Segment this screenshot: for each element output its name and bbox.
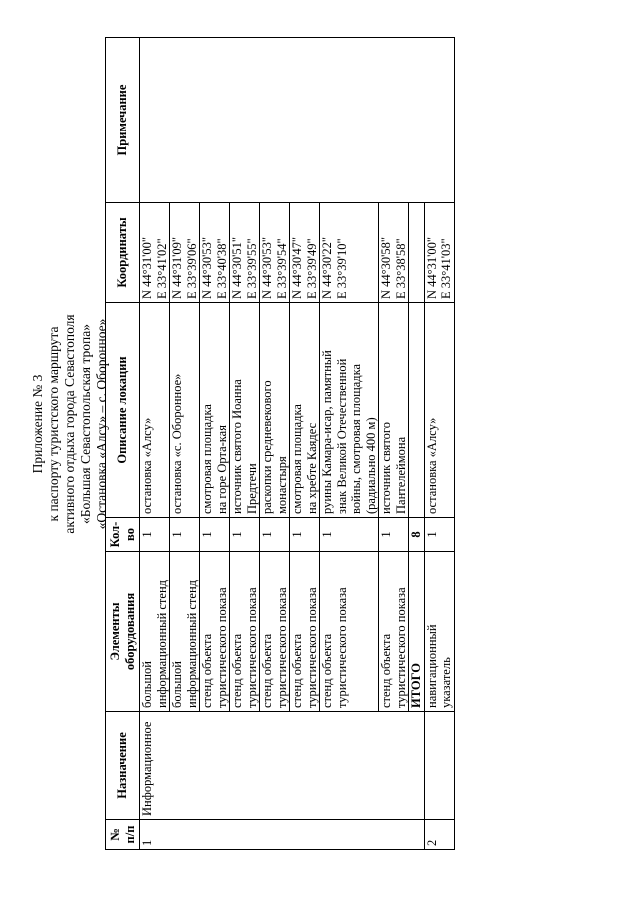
- header-num: № п/п: [106, 820, 140, 850]
- row1-element: большой информационный стенд: [140, 552, 170, 712]
- row4-element: стенд объекта туристического показа: [230, 552, 260, 712]
- caption-line-2: к паспорту туристского маршрута: [46, 326, 61, 522]
- header-note: Примечание: [106, 38, 140, 203]
- caption-line-3: активного отдыха города Севастополя: [62, 314, 77, 534]
- row5-element: стенд объекта туристического показа: [260, 552, 290, 712]
- row4-qty: 1: [230, 518, 260, 552]
- row3-desc: смотровая площадка на горе Орта-кая: [200, 303, 230, 518]
- row2-coords: N 44°31'09" E 33°39'06": [170, 203, 200, 303]
- note-cell: [140, 38, 455, 203]
- total-empty-desc: [409, 303, 425, 518]
- total-label: ИТОГО: [409, 552, 425, 712]
- row6-desc: смотровая площадка на хребте Каядес: [290, 303, 320, 518]
- row6-element: стенд объекта туристического показа: [290, 552, 320, 712]
- row9-element: навигационный указатель: [424, 552, 454, 712]
- caption-line-1: Приложение № 3: [30, 374, 45, 474]
- rotated-page: [25, 32, 605, 872]
- row1-qty: 1: [140, 518, 170, 552]
- row8-element: стенд объекта туристического показа: [379, 552, 409, 712]
- row3-element: стенд объекта туристического показа: [200, 552, 230, 712]
- group2-purpose: [424, 712, 454, 820]
- row2-desc: остановка «с. Оборонное»: [170, 303, 200, 518]
- row9-coords: N 44°31'00" E 33°41'03": [424, 203, 454, 303]
- header-coords: Координаты: [106, 203, 140, 303]
- group1-purpose: Информационное: [140, 712, 425, 820]
- row5-desc: раскопки средневекового монастыря: [260, 303, 290, 518]
- total-value: 8: [409, 518, 425, 552]
- table-row: [140, 38, 170, 850]
- row7-qty: 1: [320, 518, 379, 552]
- header-qty: Кол- во: [106, 518, 140, 552]
- row7-element: стенд объекта туристического показа: [320, 552, 379, 712]
- row6-qty: 1: [290, 518, 320, 552]
- row9-qty: 1: [424, 518, 454, 552]
- group1-num: 1: [140, 820, 425, 850]
- locations-table: [105, 37, 455, 850]
- appendix-caption: [30, 144, 110, 704]
- row3-coords: N 44°30'53" E 33°40'38": [200, 203, 230, 303]
- caption-line-4: «Большая Севастопольская тропа»: [78, 324, 93, 524]
- row7-desc: руины Камара-исар, памятный знак Великой Отечественной войны, смотровая площадка (радиально 400 м): [320, 303, 379, 518]
- header-purpose: Назначение: [106, 712, 140, 820]
- row1-coords: N 44°31'00" E 33°41'02": [140, 203, 170, 303]
- row2-qty: 1: [170, 518, 200, 552]
- row9-desc: остановка «Алсу»: [424, 303, 454, 518]
- row3-qty: 1: [200, 518, 230, 552]
- row6-coords: N 44°30'47" E 33°39'49": [290, 203, 320, 303]
- row5-coords: N 44°30'53" E 33°39'54": [260, 203, 290, 303]
- caption-line-5: «Остановка «Алсу» – с. Оборонное»: [94, 318, 109, 530]
- header-elements: Элементы оборудования: [106, 552, 140, 712]
- row8-coords: N 44°30'58" E 33°38'58": [379, 203, 409, 303]
- row1-desc: остановка «Алсу»: [140, 303, 170, 518]
- table-header-row: [106, 38, 140, 850]
- row4-coords: N 44°30'51" E 33°39'55": [230, 203, 260, 303]
- row7-coords: N 44°30'22" E 33°39'10": [320, 203, 379, 303]
- row5-qty: 1: [260, 518, 290, 552]
- total-empty-coords: [409, 203, 425, 303]
- row8-qty: 1: [379, 518, 409, 552]
- row8-desc: источник святого Пантелеймона: [379, 303, 409, 518]
- row2-element: большой информационный стенд: [170, 552, 200, 712]
- row4-desc: источник святого Иоанна Предтечи: [230, 303, 260, 518]
- header-description: Описание локации: [106, 303, 140, 518]
- group2-num: 2: [424, 820, 454, 850]
